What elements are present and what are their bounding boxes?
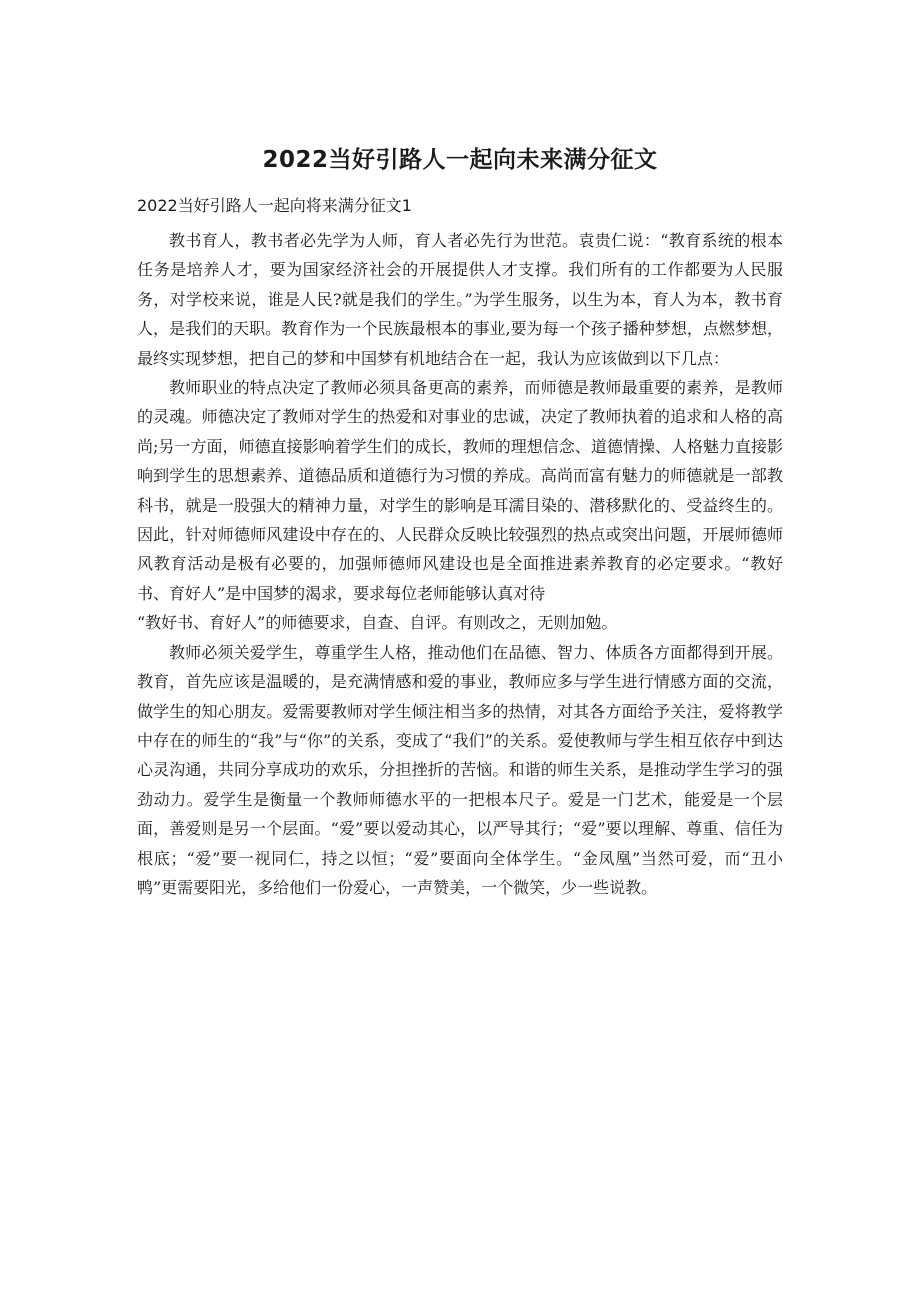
paragraph-2: 教师职业的特点决定了教师必须具备更高的素养，而师德是教师最重要的素养，是教师的灵魂。师德决定了教师对学生的热爱和对事业的忠诚，决定了教师执着的追求和人格的高尚;另一方面，师德直接影响着学生们的成长，教师的理想信念、道德情操、人格魅力直接影响到学生的思想素养、道德品质和道德行为习惯的养成。高尚而富有魅力的师德就是一部教科书，就是一股强大的精神力量，对学生的影响是耳濡目染的、潜移默化的、受益终生的。因此，针对师德师风建设中存在的、人民群众反映比较强烈的热点或突出问题，开展师德师风教育活动是极有必要的，加强师德师风建设也是全面推进素养教育的必定要求。“教好书、育好人”是中国梦的渴求，要求每位老师能够认真对待 [137, 378, 783, 603]
document-subtitle: 2022当好引路人一起向将来满分征文1 [137, 196, 412, 215]
document-title: 2022当好引路人一起向未来满分征文 [262, 147, 658, 173]
document-body [137, 226, 783, 902]
paragraph-1: 教书育人，教书者必先学为人师，育人者必先行为世范。袁贵仁说：“教育系统的根本任务是培养人才，要为国家经济社会的开展提供人才支撑。我们所有的工作都要为人民服务，对学校来说，谁是人民?就是我们的学生。”为学生服务，以生为本，育人为本，教书育人，是我们的天职。教育作为一个民族最根本的事业,要为每一个孩子播种梦想，点燃梦想，最终实现梦想，把自己的梦和中国梦有机地结合在一起，我认为应该做到以下几点： [137, 231, 783, 368]
paragraph-4: 教师必须关爱学生，尊重学生人格，推动他们在品德、智力、体质各方面都得到开展。教育，首先应该是温暖的，是充满情感和爱的事业，教师应多与学生进行情感方面的交流，做学生的知心朋友。爱需要教师对学生倾注相当多的热情，对其各方面给予关注，爱将教学中存在的师生的“我”与“你”的关系，变成了“我们”的关系。爱使教师与学生相互依存中到达心灵沟通，共同分享成功的欢乐，分担挫折的苦恼。和谐的师生关系，是推动学生学习的强劲动力。爱学生是衡量一个教师师德水平的一把根本尺子。爱是一门艺术，能爱是一个层面，善爱则是另一个层面。“爱”要以爱动其心，以严导其行；“爱”要以理解、尊重、信任为根底；“爱”要一视同仁，持之以恒；“爱”要面向全体学生。“金凤凰”当然可爱，而“丑小鸭”更需要阳光，多给他们一份爱心，一声赞美，一个微笑，少一些说教。 [137, 642, 783, 897]
paragraph-3: “教好书、育好人”的师德要求，自查、自评。有则改之，无则加勉。 [137, 613, 618, 633]
